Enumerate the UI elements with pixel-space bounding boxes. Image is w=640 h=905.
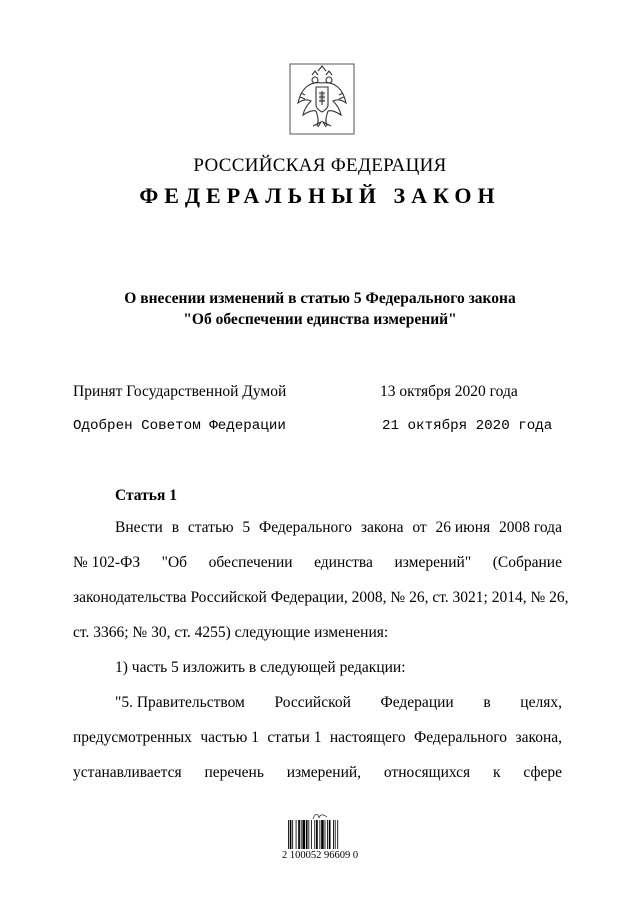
barcode-bar — [329, 820, 331, 849]
article-text-line-4: ст. 3366; № 30, ст. 4255) следующие изменения: — [73, 624, 389, 641]
barcode-number: 2 100052 96609 0 — [282, 850, 359, 861]
word: Российской — [274, 694, 351, 711]
word: 2008 года — [499, 519, 562, 536]
word: настоящего — [329, 729, 406, 746]
barcode-bar — [316, 820, 318, 849]
barcode-bar — [333, 820, 334, 849]
barcode-bar — [319, 820, 320, 849]
article-text-line-3: законодательства Российской Федерации, 2008, № 26, ст. 3021; 2014, № 26, — [73, 589, 569, 606]
word: "Об — [161, 554, 188, 571]
barcode-bar — [296, 820, 297, 849]
word: 26 июня — [435, 519, 491, 536]
word: в — [483, 694, 491, 711]
country-name: РОССИЙСКАЯ ФЕДЕРАЦИЯ — [193, 155, 447, 176]
quoted-text-line-2 — [73, 729, 562, 747]
word: Внести — [115, 519, 163, 536]
barcode-bar — [314, 820, 315, 849]
word: измерений, — [286, 764, 362, 781]
word: перечень — [204, 764, 264, 781]
word: от — [412, 519, 427, 536]
barcode-bar — [325, 820, 326, 849]
word: целях, — [520, 694, 562, 711]
barcode-bar — [327, 820, 328, 849]
barcode-bar — [302, 820, 305, 849]
council-approval-date: 21 октября 2020 года — [382, 418, 553, 434]
word: к — [493, 764, 501, 781]
barcode-bar — [308, 820, 309, 849]
law-title-line-1: О внесении изменений в статью 5 Федерального закона — [124, 290, 516, 307]
word: устанавливается — [73, 764, 182, 781]
word: Федерального — [259, 519, 353, 536]
word: закона — [360, 519, 404, 536]
coat-of-arms-emblem — [289, 63, 355, 135]
barcode-bar — [311, 820, 312, 849]
barcode-bar — [306, 820, 308, 849]
word: измерений" — [394, 554, 472, 571]
word: № 102-ФЗ — [73, 554, 141, 571]
word: единства — [314, 554, 373, 571]
word: 5 — [242, 519, 251, 536]
article-text-line-1 — [115, 519, 562, 537]
barcode-bar — [335, 820, 336, 849]
word: сфере — [523, 764, 562, 781]
duma-adoption-label: Принят Государственной Думой — [73, 383, 287, 400]
law-title-line-2: "Об обеспечении единства измерений" — [183, 311, 457, 328]
word: закона, — [515, 729, 562, 746]
word: обеспечении — [208, 554, 293, 571]
barcode-bar — [290, 820, 292, 849]
word: Федерального — [414, 729, 508, 746]
amendment-item-1: 1) часть 5 изложить в следующей редакции: — [115, 659, 406, 676]
law-type: ФЕДЕРАЛЬНЫЙ ЗАКОН — [139, 183, 501, 208]
barcode-bar — [298, 820, 300, 849]
word: предусмотренных — [73, 729, 192, 746]
word: (Собрание — [492, 554, 562, 571]
word: в — [171, 519, 180, 536]
word: "5. Правительством — [115, 694, 245, 711]
article-heading: Статья 1 — [115, 487, 177, 504]
duma-adoption-date: 13 октября 2020 года — [380, 383, 518, 400]
barcode-bar — [337, 820, 338, 849]
registration-mark — [312, 812, 328, 820]
word: статьи 1 — [267, 729, 322, 746]
article-text-line-2 — [73, 554, 562, 572]
council-approval-label: Одобрен Советом Федерации — [73, 418, 286, 434]
barcode-bar — [301, 820, 302, 849]
quoted-text-line-3 — [73, 764, 562, 782]
word: частью 1 — [200, 729, 259, 746]
barcode-bar — [288, 820, 289, 849]
word: Федерации — [380, 694, 454, 711]
word: относящихся — [383, 764, 471, 781]
barcode — [287, 820, 355, 849]
barcode-bar — [292, 820, 293, 849]
barcode-bar — [321, 820, 324, 849]
word: статью — [187, 519, 234, 536]
quoted-text-line-1 — [115, 694, 562, 712]
